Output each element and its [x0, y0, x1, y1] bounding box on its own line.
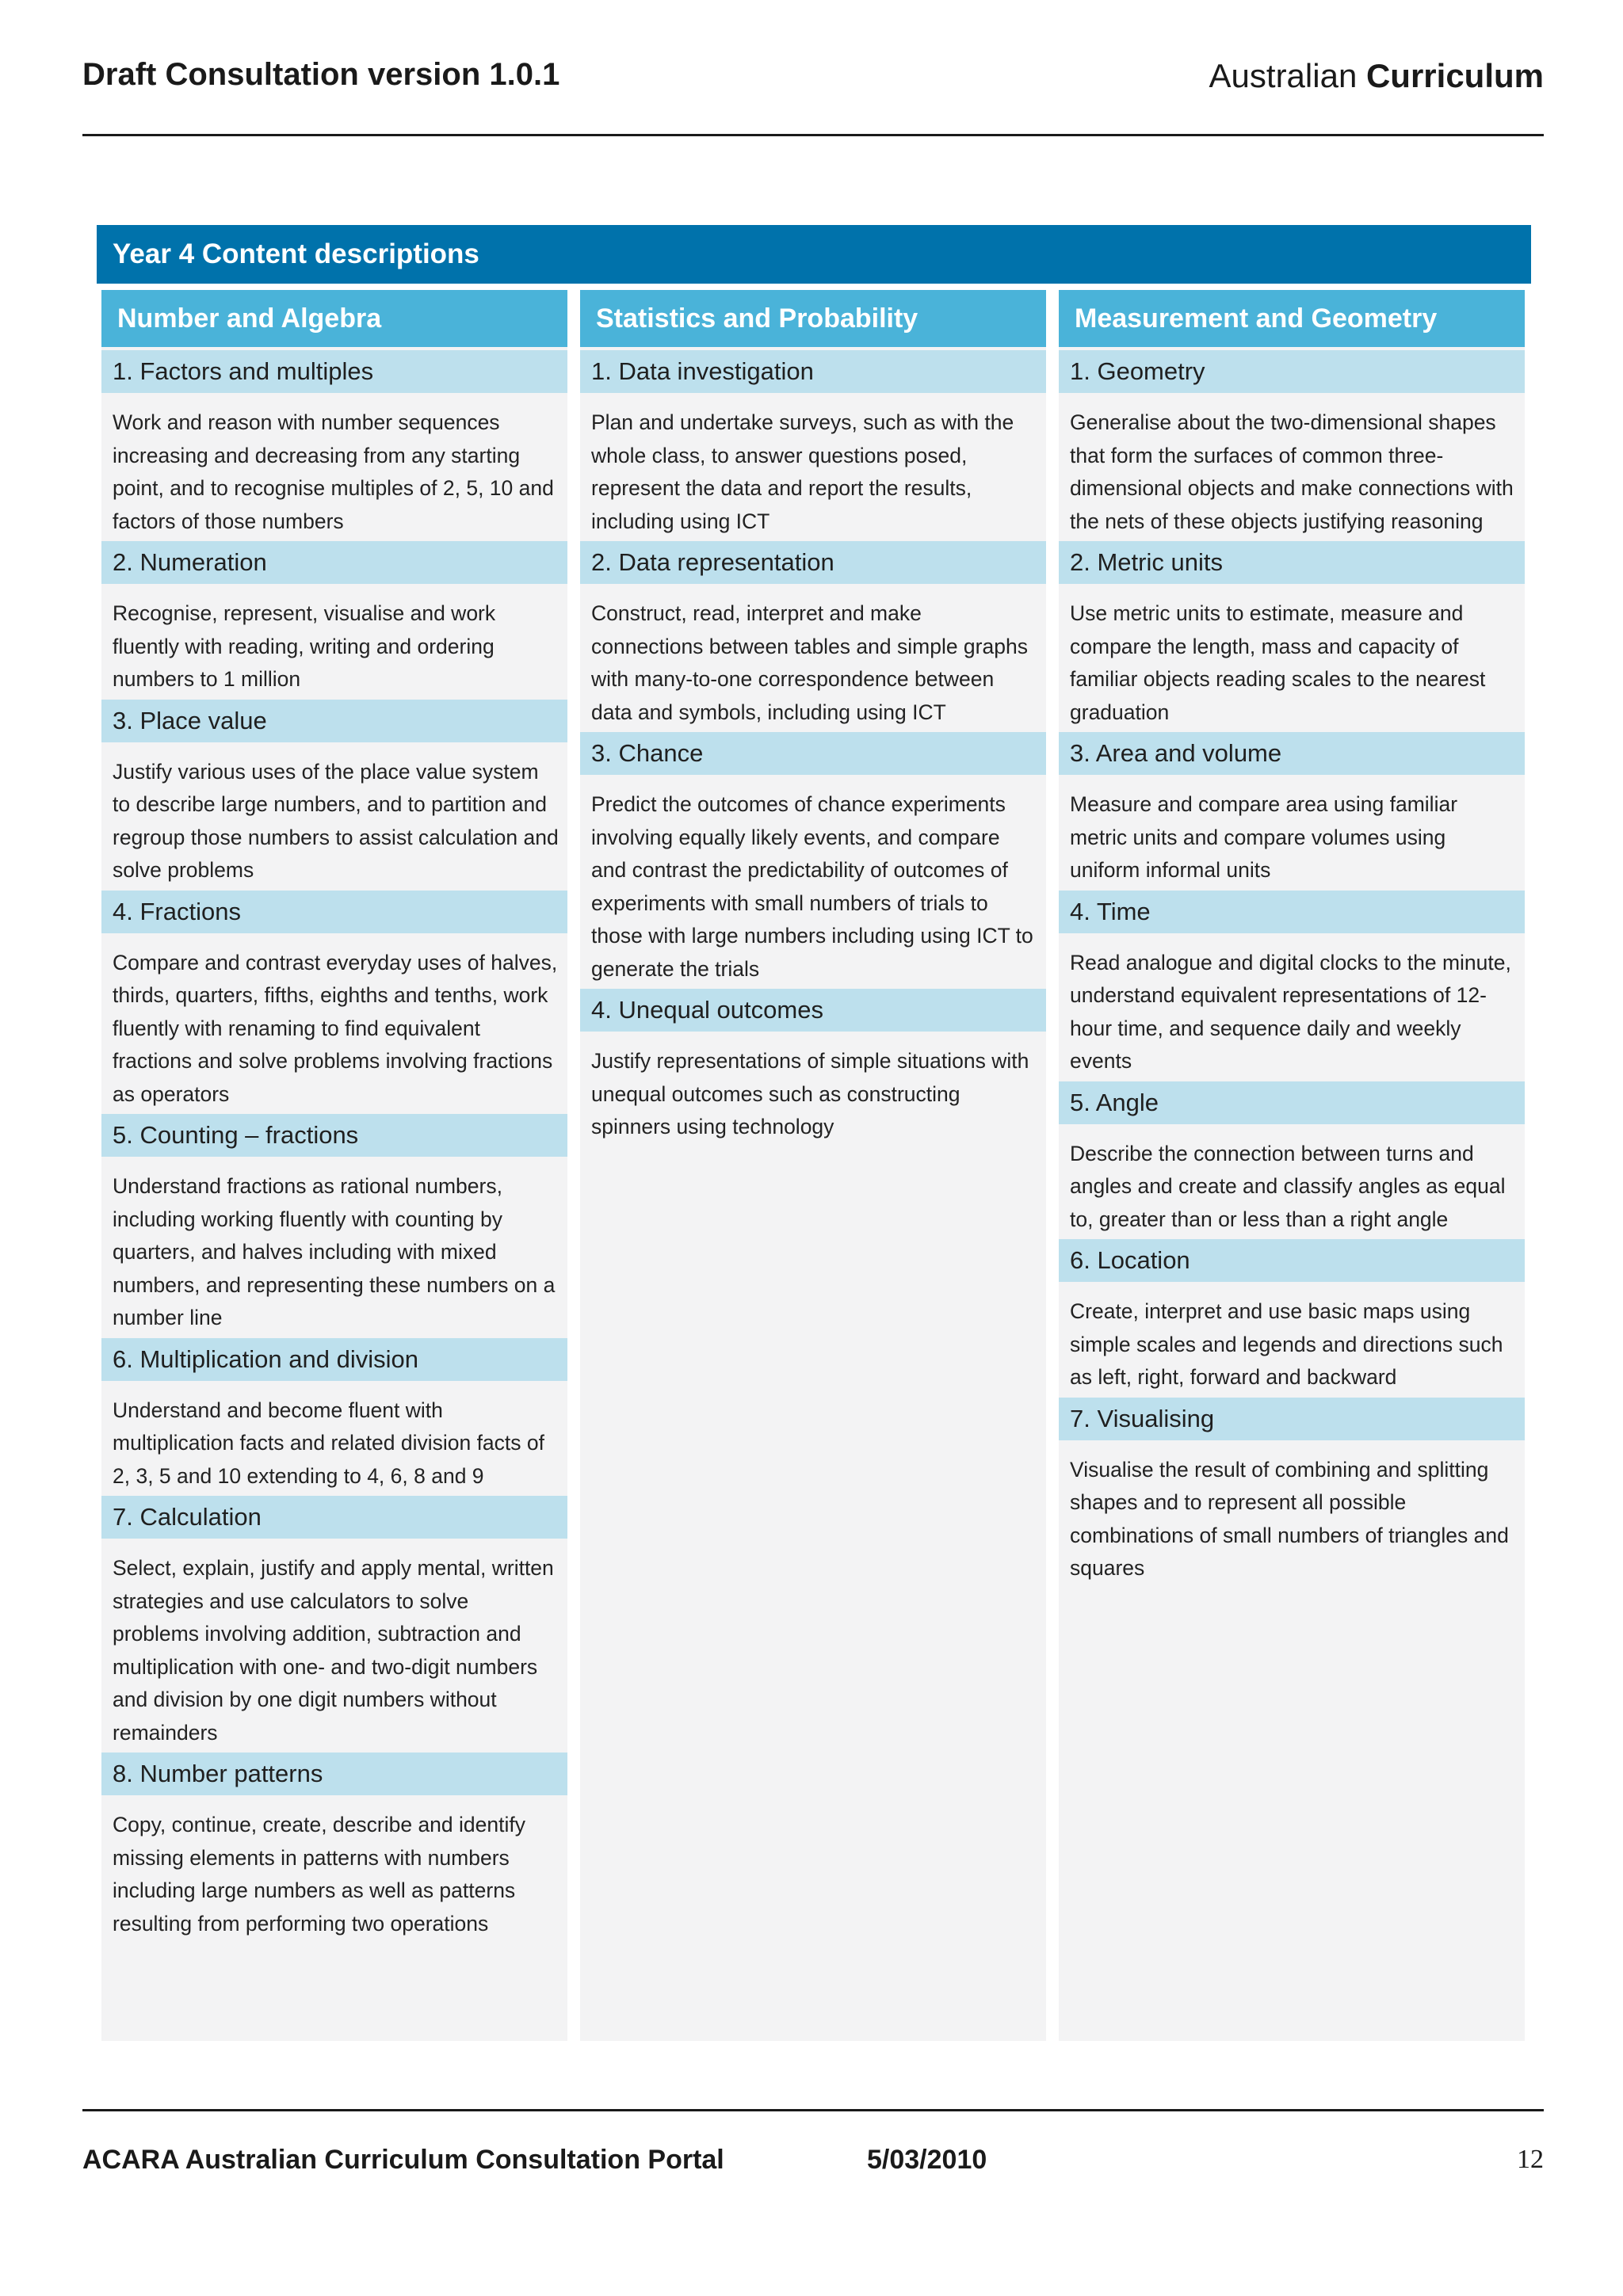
footer-portal-name: ACARA Australian Curriculum Consultation Portal — [82, 2145, 724, 2175]
topic-description: Create, interpret and use basic maps using simple scales and legends and directions such as left, right, forward and backward — [1070, 1299, 1503, 1389]
column-measurement-and-geometry — [1059, 290, 1525, 2041]
page-footer — [82, 2109, 1544, 2175]
topic — [1059, 891, 1525, 1078]
topic-description: Recognise, represent, visualise and work fluently with reading, writing and ordering numbers to 1 million — [113, 601, 496, 691]
topic-heading: 1. Data investigation — [580, 350, 1046, 393]
topic-heading: 2. Numeration — [101, 541, 567, 584]
topic-heading: 8. Number patterns — [101, 1753, 567, 1795]
topic — [101, 700, 567, 887]
topic-description: Work and reason with number sequences increasing and decreasing from any starting point, and to recognise multiples of 2, 5, 10 and factors of those numbers — [113, 410, 554, 533]
topic-description: Understand and become fluent with multiplication facts and related division facts of 2, 3, 5 and 10 extending to 4, 6, 8 and 9 — [113, 1398, 544, 1488]
topic-heading: 2. Data representation — [580, 541, 1046, 584]
topic-description: Read analogue and digital clocks to the minute, understand equivalent representations of 12-hour time, and sequence daily and weekly events — [1070, 950, 1511, 1073]
topic-heading: 6. Multiplication and division — [101, 1338, 567, 1381]
page-header — [82, 48, 1544, 136]
topic — [1059, 350, 1525, 538]
brand-prefix: Australian — [1209, 57, 1358, 94]
topic — [101, 891, 567, 1112]
topic-description: Generalise about the two-dimensional shapes that form the surfaces of common three-dimensional objects and make connections with the nets of these objects justifying reasoning — [1070, 410, 1514, 533]
column-header: Measurement and Geometry — [1059, 290, 1525, 347]
columns-container — [97, 290, 1531, 2041]
topic-description: Compare and contrast everyday uses of halves, thirds, quarters, fifths, eighths and tenths, work fluently with renaming to find equivalent fractions and solve problems involving fractions as operators — [113, 950, 558, 1106]
topic — [101, 541, 567, 696]
topic-heading: 4. Fractions — [101, 891, 567, 933]
topic-description: Predict the outcomes of chance experiments involving equally likely events, and compare and contrast the predictability of outcomes of experiments with small numbers of trials to those with large numbers including using ICT to generate the trials — [591, 792, 1033, 981]
topic-description: Measure and compare area using familiar metric units and compare volumes using uniform informal units — [1070, 792, 1458, 882]
table-title: Year 4 Content descriptions — [97, 225, 1531, 284]
topic — [101, 1496, 567, 1749]
topic-heading: 1. Geometry — [1059, 350, 1525, 393]
topic-description: Describe the connection between turns and angles and create and classify angles as equal to, greater than or less than a right angle — [1070, 1141, 1506, 1231]
topic — [101, 350, 567, 538]
topic — [101, 1114, 567, 1335]
topic — [580, 732, 1046, 986]
topic-heading: 4. Unequal outcomes — [580, 989, 1046, 1032]
topic — [580, 350, 1046, 538]
topic — [1059, 541, 1525, 729]
topic-description: Justify various uses of the place value system to describe large numbers, and to partition and regroup those numbers to assist calculation and solve problems — [113, 759, 559, 882]
topic-heading: 3. Area and volume — [1059, 732, 1525, 775]
document-title: Draft Consultation version 1.0.1 — [82, 57, 560, 92]
topic — [580, 541, 1046, 729]
column-header: Statistics and Probability — [580, 290, 1046, 347]
topic-description: Construct, read, interpret and make connections between tables and simple graphs with many-to-one correspondence between data and symbols, including using ICT — [591, 601, 1028, 724]
page-number: 12 — [1517, 2145, 1544, 2174]
topic-description: Visualise the result of combining and splitting shapes and to represent all possible combinations of small numbers of triangles and squares — [1070, 1457, 1509, 1580]
column-statistics-and-probability — [580, 290, 1046, 2041]
topic-description: Justify representations of simple situations with unequal outcomes such as constructing spinners using technology — [591, 1049, 1029, 1138]
topic-description: Select, explain, justify and apply mental, written strategies and use calculators to solve problems involving addition, subtraction and multiplication with one- and two-digit numbers and division by one digit numbers without remainders — [113, 1556, 554, 1745]
topic — [1059, 1239, 1525, 1394]
topic-heading: 7. Calculation — [101, 1496, 567, 1539]
topic — [1059, 1398, 1525, 1585]
topic-description: Use metric units to estimate, measure and compare the length, mass and capacity of familiar objects reading scales to the nearest graduation — [1070, 601, 1486, 724]
topic-heading: 1. Factors and multiples — [101, 350, 567, 393]
topic-description: Plan and undertake surveys, such as with the whole class, to answer questions posed, represent the data and report the results, including using ICT — [591, 410, 1014, 533]
topic-description: Copy, continue, create, describe and identify missing elements in patterns with numbers including large numbers as well as patterns resulting from performing two operations — [113, 1813, 525, 1936]
topic-heading: 3. Place value — [101, 700, 567, 742]
topic — [1059, 732, 1525, 887]
topic-description: Understand fractions as rational numbers, including working fluently with counting by quarters, and halves including with mixed numbers, and representing these numbers on a number line — [113, 1174, 556, 1329]
topic-heading: 5. Angle — [1059, 1081, 1525, 1124]
topic — [101, 1338, 567, 1493]
column-header: Number and Algebra — [101, 290, 567, 347]
topic — [1059, 1081, 1525, 1237]
brand-logo-text — [1209, 57, 1544, 95]
brand-bold: Curriculum — [1365, 57, 1544, 94]
topic-heading: 7. Visualising — [1059, 1398, 1525, 1440]
topic — [580, 989, 1046, 1144]
topic-heading: 2. Metric units — [1059, 541, 1525, 584]
content-table — [97, 225, 1531, 2041]
topic-heading: 6. Location — [1059, 1239, 1525, 1282]
footer-date: 5/03/2010 — [867, 2145, 987, 2175]
topic-heading: 4. Time — [1059, 891, 1525, 933]
topic — [101, 1753, 567, 1940]
column-number-and-algebra — [101, 290, 567, 2041]
topic-heading: 5. Counting – fractions — [101, 1114, 567, 1157]
topic-heading: 3. Chance — [580, 732, 1046, 775]
